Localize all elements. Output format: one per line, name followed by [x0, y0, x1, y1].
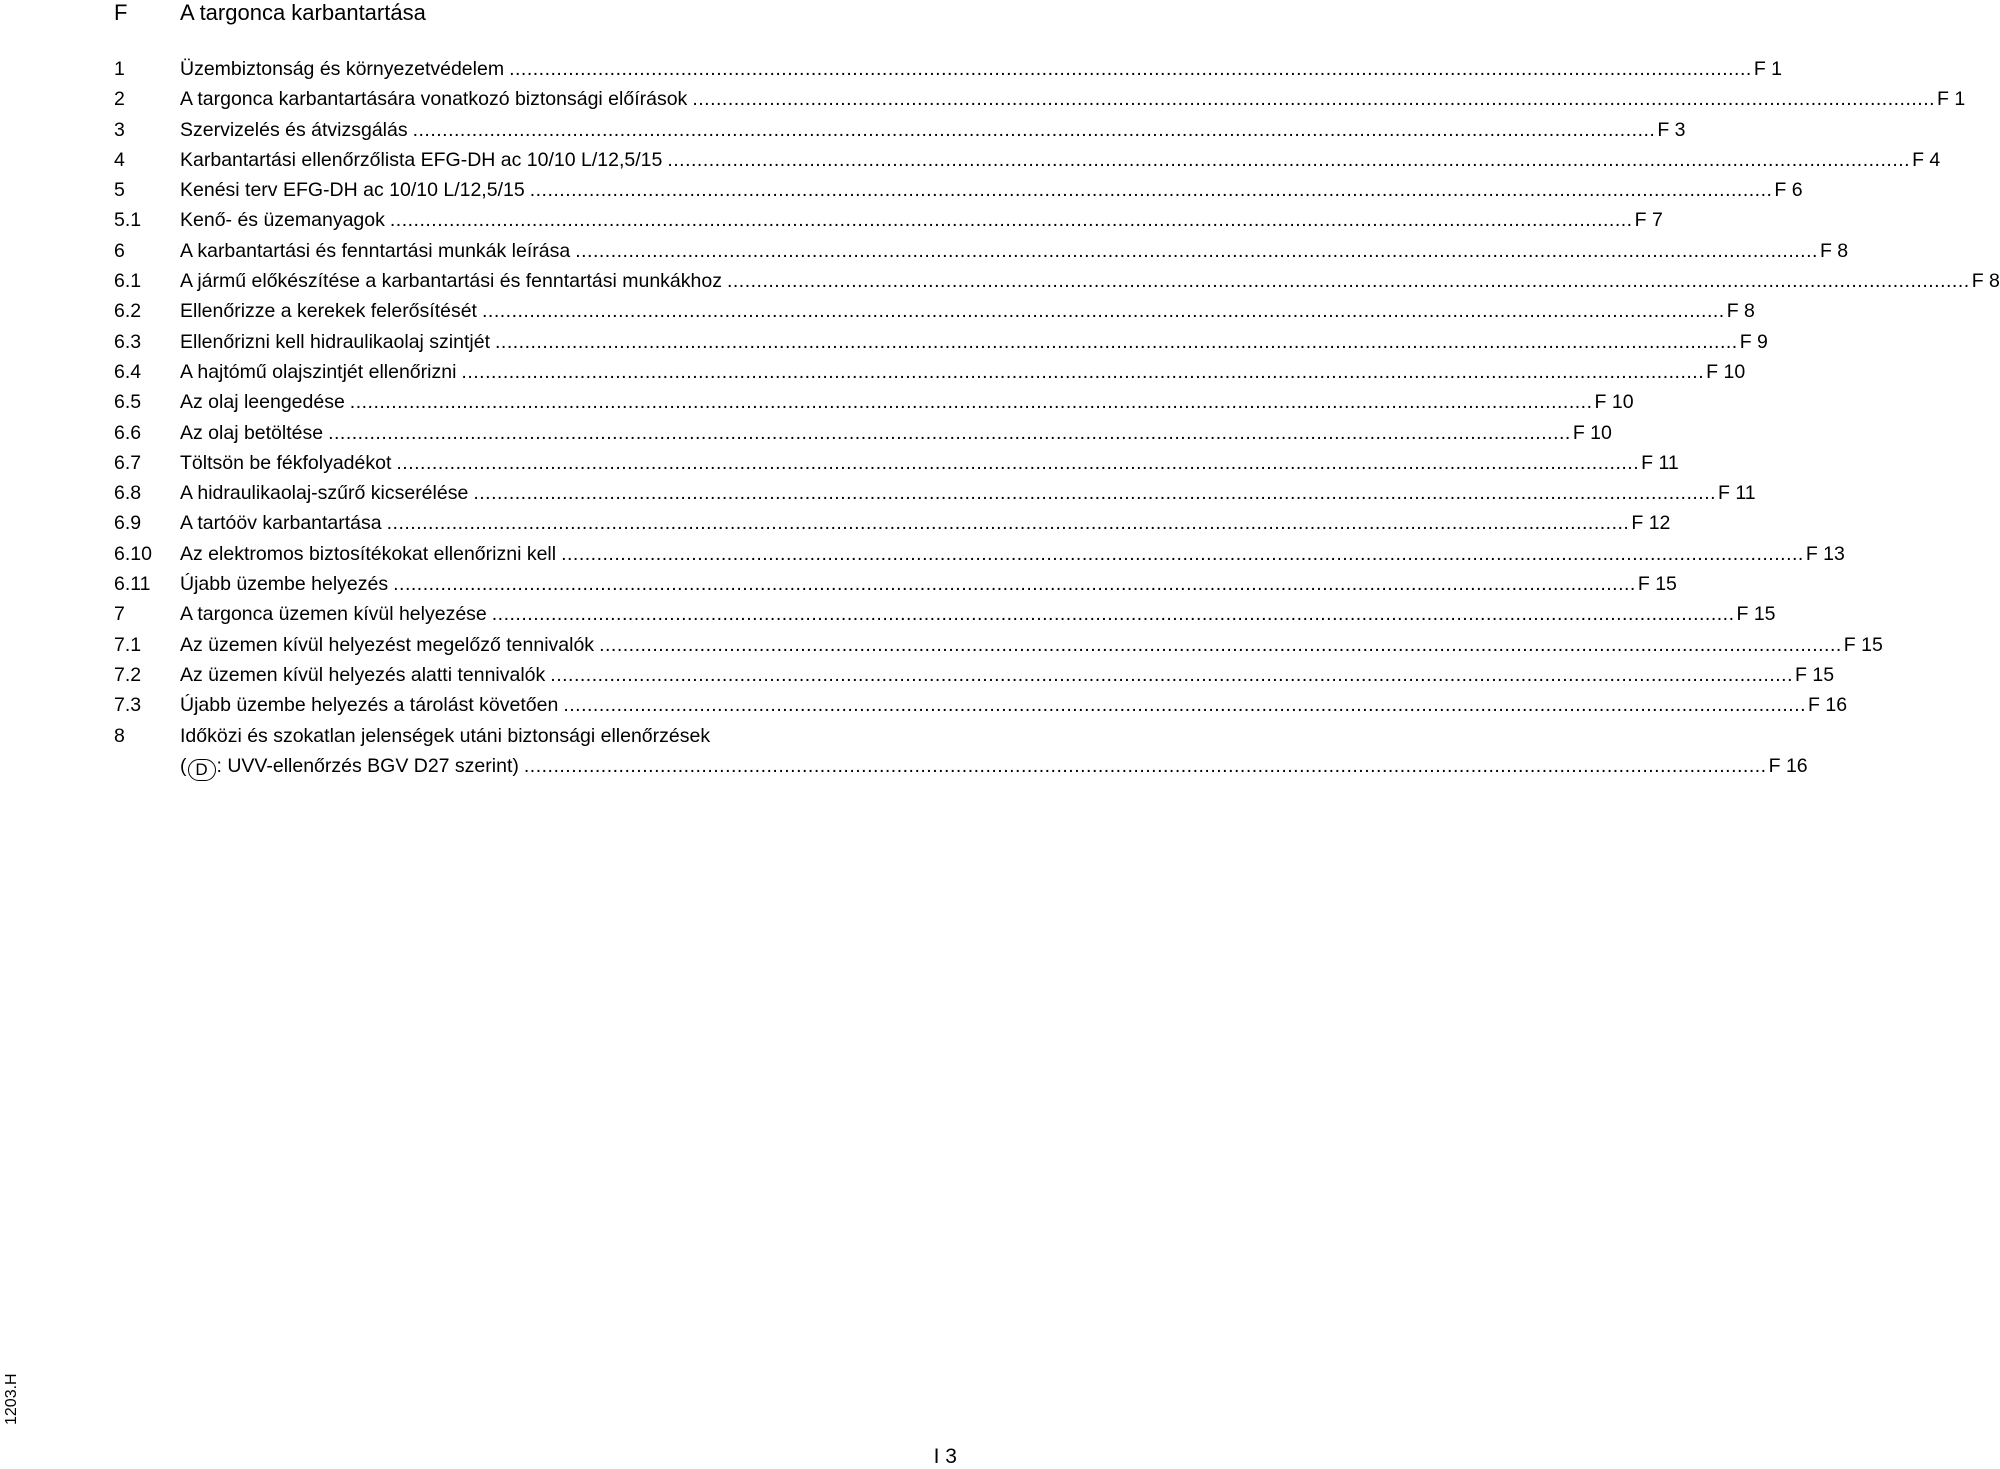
toc-entry[interactable]	[114, 599, 1776, 629]
toc-entry-page: F 6	[1774, 179, 1803, 202]
toc-entry-title: Az üzemen kívül helyezés alatti tennivalók	[180, 663, 546, 686]
toc-entry[interactable]	[114, 236, 1849, 266]
toc-entry-title: Kenő- és üzemanyagok	[180, 209, 385, 232]
table-of-contents	[114, 54, 2000, 781]
toc-entry-number: 6.4	[114, 360, 142, 383]
toc-entry-title: Időközi és szokatlan jelenségek utáni biztonsági ellenőrzések	[180, 724, 711, 747]
toc-entry-title-continued	[180, 751, 519, 781]
toc-entry-page: F 11	[1718, 482, 1756, 505]
section-title: A targonca karbantartása	[180, 0, 426, 25]
toc-leader-dots	[530, 175, 1773, 205]
toc-entry-page: F 8	[1819, 239, 1849, 262]
toc-entry-title: Ellenőrizni kell hidraulikaolaj szintjét	[180, 330, 490, 353]
toc-entry-number: 7.2	[114, 663, 142, 686]
toc-entry[interactable]	[114, 539, 1845, 569]
toc-leader-dots	[550, 660, 1793, 690]
toc-leader-dots	[350, 387, 1593, 417]
open-paren: (	[180, 754, 187, 777]
toc-entry[interactable]	[114, 448, 1679, 478]
toc-leader-dots	[413, 115, 1656, 145]
toc-entry-number: 6.2	[114, 300, 142, 323]
toc-entry[interactable]	[114, 387, 1634, 417]
document-number: 1203.H	[3, 1373, 20, 1425]
toc-leader-dots	[387, 508, 1630, 538]
toc-entry-title: Az olaj leengedése	[180, 391, 345, 414]
toc-leader-dots	[561, 539, 1804, 569]
toc-entry[interactable]	[114, 418, 1612, 448]
toc-entry-number: 6.10	[114, 542, 152, 565]
toc-entry-page: F 7	[1634, 209, 1663, 232]
toc-entry-number: 6.7	[114, 451, 142, 474]
toc-leader-dots	[495, 327, 1738, 357]
toc-entry-number: 5	[114, 179, 125, 202]
toc-entry-number: 5.1	[114, 209, 142, 232]
toc-entry-title: Szervizelés és átvizsgálás	[180, 118, 408, 141]
toc-leader-dots	[393, 569, 1636, 599]
toc-entry-title: A hajtómű olajszintjét ellenőrizni	[180, 360, 457, 383]
toc-entry-number: 7.1	[114, 633, 142, 656]
toc-entry-title: A targonca üzemen kívül helyezése	[180, 603, 487, 626]
toc-entry-title: Üzembiztonság és környezetvédelem	[180, 58, 505, 80]
toc-entry-title: Ellenőrizze a kerekek felerősítését	[180, 300, 477, 323]
toc-entry-number: 6.6	[114, 421, 142, 444]
toc-entry-page: F 16	[1768, 754, 1808, 777]
toc-entry[interactable]	[114, 690, 1848, 720]
toc-entry-number: 6.1	[114, 270, 142, 293]
toc-entry-title: Kenési terv EFG-DH ac 10/10 L/12,5/15	[180, 179, 525, 202]
toc-entry-number: 6.9	[114, 512, 142, 535]
toc-entry-title: Az üzemen kívül helyezést megelőző tennivalók	[180, 633, 595, 656]
toc-entry-page: F 15	[1795, 663, 1835, 686]
toc-leader-dots	[509, 54, 1752, 84]
toc-entry-page: F 8	[1971, 270, 2000, 293]
toc-entry[interactable]	[114, 478, 1756, 508]
toc-leader-dots	[667, 145, 1910, 175]
toc-entry-page: F 10	[1706, 360, 1746, 383]
toc-entry-page: F 15	[1637, 573, 1677, 596]
toc-entry[interactable]	[114, 205, 1663, 235]
toc-entry-title: A hidraulikaolaj-szűrő kicserélése	[180, 482, 469, 505]
toc-entry-number: 1	[114, 58, 125, 80]
toc-entry[interactable]	[114, 660, 1835, 690]
toc-entry-number: 3	[114, 118, 125, 141]
toc-entry[interactable]	[114, 569, 1677, 599]
toc-entry-page: F 10	[1572, 421, 1612, 444]
toc-entry-title: Az olaj betöltése	[180, 421, 324, 444]
toc-entry-title: Karbantartási ellenőrzőlista EFG-DH ac 10/10 L/12,5/15	[180, 148, 663, 171]
toc-leader-dots	[396, 448, 1639, 478]
toc-entry-number: 4	[114, 148, 125, 171]
toc-leader-dots	[492, 599, 1735, 629]
toc-entry-number: 6.5	[114, 391, 142, 414]
toc-leader-dots	[599, 630, 1842, 660]
toc-entry[interactable]	[114, 296, 1755, 326]
toc-entry-number: 6.8	[114, 482, 142, 505]
toc-entry[interactable]	[114, 327, 1768, 357]
toc-entry[interactable]	[114, 357, 1746, 387]
toc-entry-page: F 15	[1843, 633, 1883, 656]
toc-leader-dots	[524, 751, 1767, 781]
toc-leader-dots	[692, 84, 1935, 114]
section-letter: F	[114, 0, 128, 25]
toc-entry-number: 6	[114, 239, 125, 262]
toc-entry[interactable]	[114, 721, 1808, 782]
toc-entry-title: A targonca karbantartására vonatkozó biztonsági előírások	[180, 88, 688, 111]
toc-entry-title: Újabb üzembe helyezés	[180, 573, 389, 596]
toc-entry-page: F 16	[1808, 694, 1848, 717]
toc-entry-number: 6.11	[114, 573, 151, 596]
toc-entry[interactable]	[114, 145, 1941, 175]
toc-leader-dots	[461, 357, 1704, 387]
toc-entry-page: F 8	[1726, 300, 1755, 323]
toc-entry-page: F 1	[1937, 88, 1966, 111]
toc-entry-title: Az elektromos biztosítékokat ellenőrizni kell	[180, 542, 557, 565]
toc-entry[interactable]	[114, 84, 1966, 114]
toc-entry[interactable]	[114, 630, 1883, 660]
toc-entry-page: F 1	[1753, 58, 1782, 80]
toc-entry-number: 2	[114, 88, 125, 111]
toc-leader-dots	[390, 205, 1633, 235]
section-heading	[114, 0, 426, 26]
toc-entry-number: 8	[114, 724, 125, 747]
toc-leader-dots	[328, 418, 1571, 448]
toc-entry-title: A karbantartási és fenntartási munkák leírása	[180, 239, 571, 262]
toc-entry-page: F 12	[1631, 512, 1671, 535]
toc-entry-page: F 3	[1657, 118, 1686, 141]
toc-entry-number: 7.3	[114, 694, 142, 717]
toc-leader-dots	[473, 478, 1716, 508]
toc-leader-dots	[563, 690, 1806, 720]
toc-entry-page: F 11	[1641, 451, 1679, 474]
toc-leader-dots	[727, 266, 1970, 296]
toc-entry[interactable]	[114, 54, 1782, 84]
toc-entry-title: Töltsön be fékfolyadékot	[180, 451, 392, 474]
page-number: I 3	[933, 1445, 957, 1468]
toc-entry[interactable]	[114, 175, 1803, 205]
toc-entry-title-suffix: : UVV-ellenőrzés BGV D27 szerint)	[216, 754, 519, 777]
toc-entry-page: F 15	[1736, 603, 1776, 626]
toc-entry-number: 6.3	[114, 330, 142, 353]
toc-entry-page: F 10	[1594, 391, 1634, 414]
toc-leader-dots	[482, 296, 1725, 326]
toc-entry[interactable]	[114, 508, 1671, 538]
toc-entry[interactable]	[114, 115, 1686, 145]
toc-leader-dots	[575, 236, 1818, 266]
toc-entry-page: F 9	[1739, 330, 1768, 353]
toc-entry-title: Újabb üzembe helyezés a tárolást követően	[180, 694, 559, 717]
toc-entry-title: A jármű előkészítése a karbantartási és fenntartási munkákhoz	[180, 270, 722, 293]
country-code-badge: D	[188, 759, 216, 781]
toc-entry-number: 7	[114, 603, 125, 626]
toc-entry[interactable]	[114, 266, 2000, 296]
toc-entry-page: F 13	[1805, 542, 1845, 565]
toc-entry-page: F 4	[1912, 148, 1941, 171]
toc-entry-title: A tartóöv karbantartása	[180, 512, 382, 535]
